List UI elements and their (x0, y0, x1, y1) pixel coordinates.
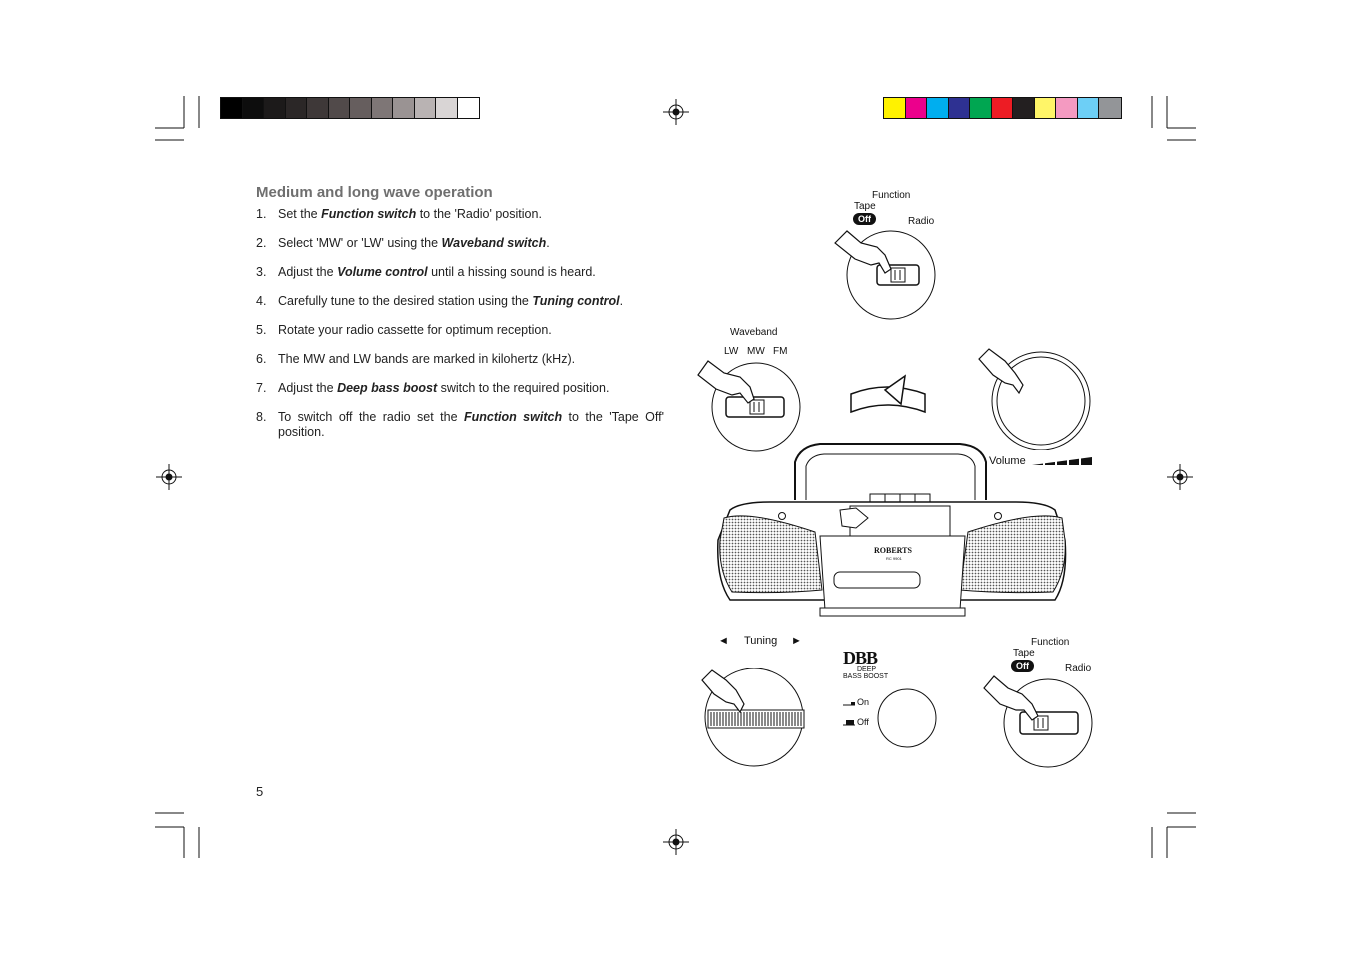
step-text (278, 265, 664, 280)
gray-swatch (243, 98, 265, 118)
step-number: 2. (256, 236, 267, 250)
step-text (278, 323, 664, 338)
instruction-step (256, 410, 664, 440)
dbb-off-label: Off (857, 717, 869, 727)
volume-label: Volume (989, 455, 1026, 467)
off-badge: Off (853, 213, 876, 225)
step-text-part: Rotate your radio cassette for optimum reception. (278, 323, 552, 337)
function-label: Function (872, 190, 911, 201)
instruction-step (256, 294, 664, 309)
gray-swatch (286, 98, 308, 118)
instruction-step (256, 381, 664, 396)
control-name: Waveband switch (441, 236, 547, 250)
lw-label: LW (724, 346, 739, 357)
instruction-list (256, 207, 664, 454)
step-text (278, 410, 664, 440)
color-swatch (992, 98, 1014, 118)
step-number: 1. (256, 207, 267, 221)
waveband-label: Waveband (730, 327, 778, 338)
mw-label: MW (747, 346, 765, 357)
gray-swatch (458, 98, 480, 118)
tape-label: Tape (854, 201, 876, 212)
dbb-button-illustration (875, 686, 939, 750)
step-text (278, 207, 664, 222)
control-name: Tuning control (532, 294, 620, 308)
gray-swatch (329, 98, 351, 118)
step-text-part: The MW and LW bands are marked in kilohertz (kHz). (278, 352, 576, 366)
step-text (278, 352, 664, 367)
control-name: Function switch (321, 207, 417, 221)
volume-knob-illustration (975, 345, 1100, 450)
radio-label: Radio (908, 216, 935, 227)
function-label: Function (1031, 637, 1070, 648)
color-swatch (1056, 98, 1078, 118)
instruction-step (256, 352, 664, 367)
rotate-arrow-icon (845, 372, 930, 432)
dbb-bass-boost-label: BASS BOOST (843, 673, 889, 680)
step-text-part: to the 'Tape Off' position. (278, 410, 665, 439)
step-text-part: Adjust the (278, 265, 338, 279)
step-number: 8. (256, 410, 267, 424)
radio-model: RC 9901 (886, 556, 902, 561)
gray-swatch (372, 98, 394, 118)
step-text-part: Set the (278, 207, 322, 221)
step-text (278, 236, 664, 251)
step-number: 7. (256, 381, 267, 395)
gray-swatch (221, 98, 243, 118)
instruction-step (256, 236, 664, 251)
function-switch-illustration (825, 225, 940, 325)
gray-calibration-bar (220, 97, 480, 119)
step-number: 3. (256, 265, 267, 279)
function-switch-illustration (980, 672, 1098, 772)
dbb-deep-label: DEEP (857, 666, 877, 673)
radio-brand: ROBERTS (874, 546, 912, 555)
color-calibration-bar (883, 97, 1122, 119)
instruction-step (256, 207, 664, 222)
dbb-switch-icons (842, 698, 856, 728)
radio-cassette-illustration (710, 440, 1075, 620)
gray-swatch (436, 98, 458, 118)
section-heading: Medium and long wave operation (256, 184, 493, 201)
color-swatch (1099, 98, 1121, 118)
tuning-right-arrow-icon: ► (791, 635, 802, 647)
gray-swatch (393, 98, 415, 118)
step-text-part: To switch off the radio set the (278, 410, 464, 424)
radio-label: Radio (1065, 663, 1092, 674)
dbb-on-label: On (857, 697, 870, 707)
step-text-part: switch to the required position. (437, 381, 610, 395)
color-swatch (927, 98, 949, 118)
step-number: 6. (256, 352, 267, 366)
color-swatch (1013, 98, 1035, 118)
tuning-left-arrow-icon: ◄ (718, 635, 729, 647)
step-text-part: . (619, 294, 624, 308)
instruction-step (256, 323, 664, 338)
dbb-logo: DBB (843, 648, 878, 668)
control-name: Deep bass boost (337, 381, 438, 395)
color-swatch (949, 98, 971, 118)
step-text-part: Select 'MW' or 'LW' using the (278, 236, 442, 250)
instruction-step (256, 265, 664, 280)
step-text (278, 381, 664, 396)
step-text (278, 294, 664, 309)
gray-swatch (264, 98, 286, 118)
color-swatch (906, 98, 928, 118)
step-text-part: until a hissing sound is heard. (427, 265, 596, 279)
tuning-dial-illustration (698, 668, 813, 770)
step-number: 5. (256, 323, 267, 337)
tuning-label: Tuning (744, 635, 778, 647)
page-number: 5 (256, 784, 264, 799)
color-swatch (1035, 98, 1057, 118)
step-text-part: Carefully tune to the desired station using the (278, 294, 533, 308)
tape-label: Tape (1013, 648, 1035, 659)
fm-label: FM (773, 346, 788, 357)
gray-swatch (307, 98, 329, 118)
control-name: Function switch (463, 410, 563, 424)
color-swatch (1078, 98, 1100, 118)
gray-swatch (415, 98, 437, 118)
control-name: Volume control (337, 265, 428, 279)
step-text-part: Adjust the (278, 381, 338, 395)
gray-swatch (350, 98, 372, 118)
step-number: 4. (256, 294, 267, 308)
step-text-part: to the 'Radio' position. (416, 207, 542, 221)
color-swatch (884, 98, 906, 118)
step-text-part: . (546, 236, 550, 250)
off-badge: Off (1011, 660, 1034, 672)
color-swatch (970, 98, 992, 118)
